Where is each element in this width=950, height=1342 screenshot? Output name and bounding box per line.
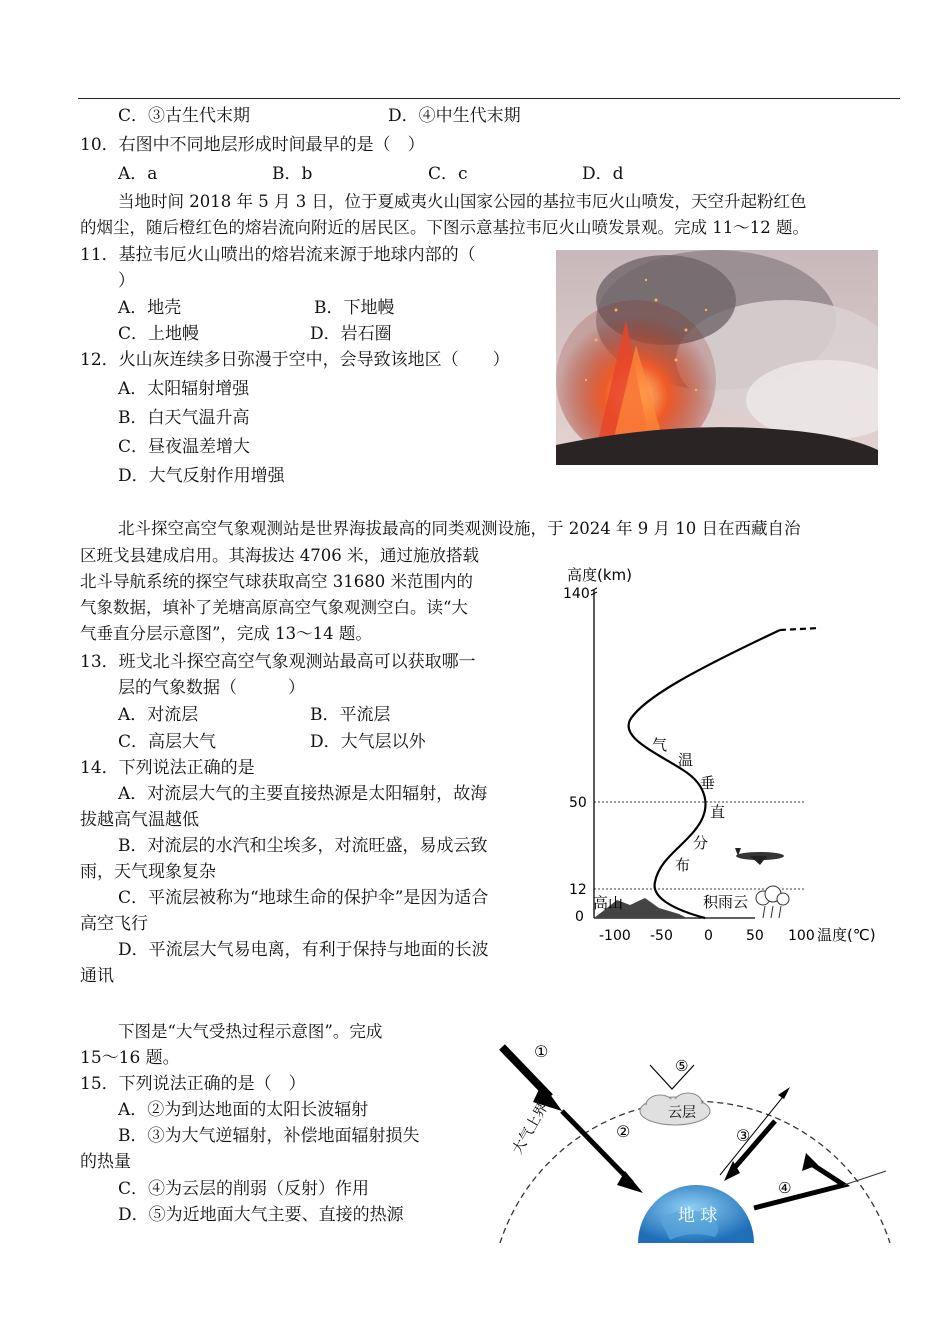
q13-stem: 13．班戈北斗探空高空气象观测站最高可以获取哪一 — [80, 652, 476, 672]
volcano-photo — [556, 250, 878, 465]
passage2-line1: 北斗探空高空气象观测站是世界海拔最高的同类观测设施，于 2024 年 9 月 10 日在西藏自治 — [118, 519, 801, 538]
q12-stem: 12．火山灰连续多日弥漫于空中，会导致该地区（ ） — [80, 350, 510, 370]
q11-option-b: B．下地幔 — [314, 298, 395, 318]
q11-stem-cont: ） — [118, 271, 135, 291]
q10-stem: 10．右图中不同地层形成时间最早的是（ ） — [80, 135, 425, 155]
q10-option-a: A．a — [118, 164, 158, 184]
q12-option-a: A．太阳辐射增强 — [118, 379, 250, 399]
passage2-line3: 北斗导航系统的探空气球获取高空 31680 米范围内的 — [80, 572, 473, 591]
label-2: ② — [616, 1122, 631, 1141]
q13-option-a: A．对流层 — [118, 705, 199, 725]
q11-option-c: C．上地幔 — [118, 324, 200, 344]
cloud-layer — [640, 1093, 710, 1125]
q12-option-b: B．白天气温升高 — [118, 408, 250, 428]
passage2-line2: 区班戈县建成启用。其海拔达 4706 米，通过施放搭载 — [80, 546, 479, 565]
y-tick-50: 50 — [569, 795, 587, 811]
q12-option-c: C．昼夜温差增大 — [118, 437, 251, 457]
x-tick-n50: -50 — [650, 928, 673, 944]
label-3: ③ — [736, 1126, 751, 1145]
header-rule — [78, 98, 900, 99]
mountain-label: 高山 — [593, 894, 624, 912]
q13-stem-cont: 层的气象数据（ ） — [118, 678, 305, 698]
x-tick-50: 50 — [746, 928, 764, 944]
passage1-line1: 当地时间 2018 年 5 月 3 日，位于夏威夷火山国家公园的基拉韦厄火山喷发，天空升起粉红色 — [118, 192, 807, 211]
q10-option-c: C．c — [428, 164, 468, 184]
label-1: ① — [534, 1042, 549, 1061]
curve-label-1: 气 — [652, 736, 668, 754]
passage3-line2: 15～16 题。 — [80, 1048, 180, 1068]
atmospheric-heating-diagram — [490, 1025, 900, 1245]
q14-stem: 14．下列说法正确的是 — [80, 758, 255, 778]
q15-stem: 15．下列说法正确的是（ ） — [80, 1074, 306, 1094]
q10-option-d: D．d — [582, 164, 624, 184]
q11-option-a: A．地壳 — [118, 298, 182, 318]
curve-label-2: 温 — [678, 751, 694, 769]
q15-option-d: D．⑤为近地面大气主要、直接的热源 — [118, 1205, 404, 1225]
q14-option-b: B．对流层的水汽和尘埃多，对流旺盛，易成云致 — [118, 836, 488, 856]
q11-stem: 11．基拉韦厄火山喷出的熔岩流来源于地球内部的（ — [80, 245, 476, 265]
passage2-line5: 气垂直分层示意图”，完成 13～14 题。 — [80, 624, 372, 643]
q13-option-d: D．大气层以外 — [310, 732, 426, 752]
q15-option-a: A．②为到达地面的太阳长波辐射 — [118, 1100, 369, 1120]
x-tick-0: 0 — [704, 928, 713, 944]
atmosphere-layers-chart — [555, 560, 900, 950]
q14-option-c: C．平流层被称为“地球生命的保护伞”是因为适合 — [118, 888, 489, 908]
cloud-layer-label: 云层 — [668, 1105, 696, 1121]
option-c-prev: C．③古生代末期 — [118, 106, 251, 126]
curve-label-3: 垂 — [700, 774, 716, 792]
chart-ylabel: 高度(km) — [567, 566, 633, 584]
curve-label-6: 布 — [675, 856, 691, 874]
y-tick-0: 0 — [575, 909, 584, 925]
curve-label-5: 分 — [693, 834, 709, 852]
label-4: ④ — [778, 1179, 792, 1197]
cumulonimbus-icon — [756, 886, 789, 918]
y-tick-140: 140 — [563, 586, 590, 602]
passage2-line4: 气象数据，填补了羌塘高原高空气象观测空白。读“大 — [80, 598, 468, 617]
passage3-line1: 下图是“大气受热过程示意图”。完成 — [118, 1022, 383, 1041]
q13-option-b: B．平流层 — [310, 705, 391, 725]
label-5: ⑤ — [675, 1057, 689, 1075]
curve-label-4: 直 — [710, 803, 726, 821]
y-tick-12: 12 — [569, 882, 587, 898]
cloud-label: 积雨云 — [703, 893, 749, 911]
q12-option-d: D．大气反射作用增强 — [118, 466, 285, 486]
x-tick-100: 100 — [788, 928, 815, 944]
q15-option-c: C．④为云层的削弱（反射）作用 — [118, 1179, 370, 1199]
q10-option-b: B．b — [272, 164, 313, 184]
q14-option-c-cont: 高空飞行 — [80, 914, 148, 934]
chart-xlabel: 温度(℃) — [817, 926, 876, 944]
earth-globe — [638, 1185, 754, 1243]
passage1-line2: 的烟尘，随后橙红色的熔岩流向附近的居民区。下图示意基拉韦厄火山喷发景观。完成 11～12 题。 — [80, 218, 809, 237]
ground-radiation-head — [778, 1087, 790, 1099]
q15-option-b: B．③为大气逆辐射，补偿地面辐射损失 — [118, 1126, 420, 1146]
x-tick-n100: -100 — [599, 928, 631, 944]
airplane-icon — [735, 848, 784, 865]
q15-option-b-cont: 的热量 — [80, 1152, 131, 1172]
q14-option-a-cont: 拔越高气温越低 — [80, 810, 199, 830]
q11-option-d: D．岩石圈 — [310, 324, 392, 344]
arrow-4-shaft — [754, 1163, 844, 1208]
q14-option-d: D．平流层大气易电离，有利于保持与地面的长波 — [118, 940, 489, 960]
boundary-label: 大气上界 — [509, 1100, 552, 1157]
earth-label: 地 球 — [678, 1206, 718, 1226]
q14-option-a: A．对流层大气的主要直接热源是太阳辐射，故海 — [118, 784, 488, 804]
temperature-curve-extension — [780, 628, 820, 630]
option-d-prev: D．④中生代末期 — [388, 106, 521, 126]
ground-radiation-line — [720, 1093, 786, 1175]
q14-option-b-cont: 雨，天气现象复杂 — [80, 862, 216, 882]
q14-option-d-cont: 通讯 — [80, 966, 114, 986]
q13-option-c: C．高层大气 — [118, 732, 217, 752]
